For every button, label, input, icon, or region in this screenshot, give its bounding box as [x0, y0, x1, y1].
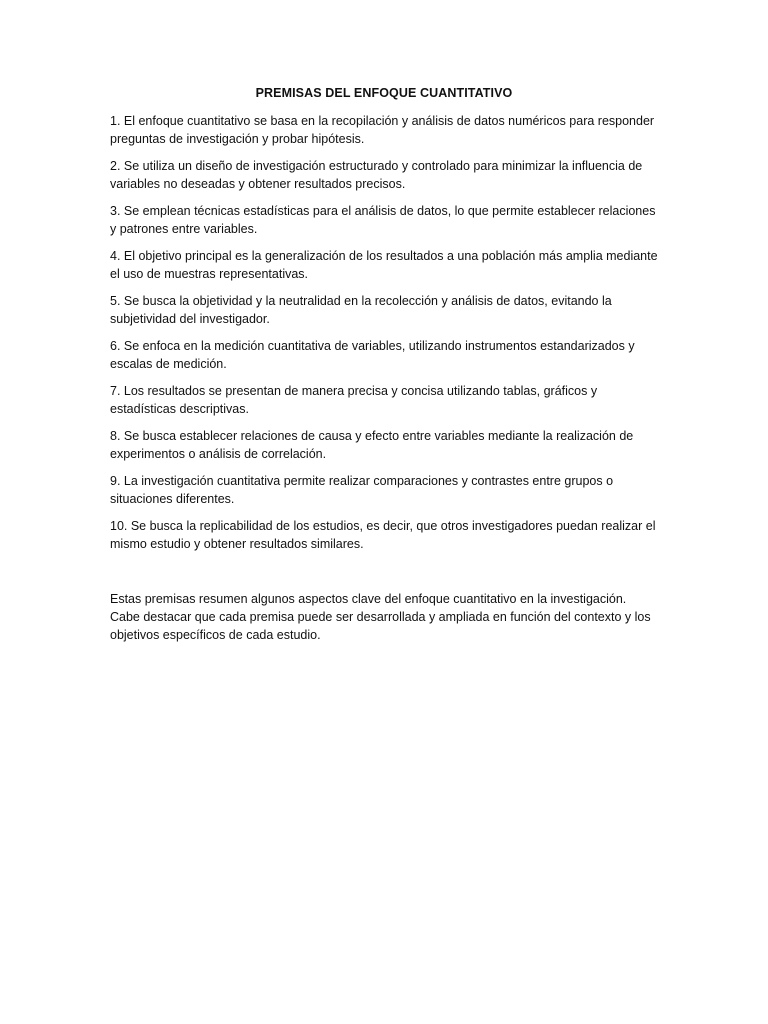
- premise-item: 8. Se busca establecer relaciones de causa y efecto entre variables mediante la realización de experimentos o análisis de correlación.: [110, 429, 634, 461]
- premise-item: 9. La investigación cuantitativa permite realizar comparaciones y contrastes entre grupos o situaciones diferentes.: [110, 474, 614, 506]
- premise-item: 2. Se utiliza un diseño de investigación estructurado y controlado para minimizar la influencia de variables no deseadas y obtener resultados precisos.: [110, 159, 643, 191]
- premise-item: 4. El objetivo principal es la generalización de los resultados a una población más amplia mediante el uso de muestras representativas.: [110, 249, 658, 281]
- premise-item: 7. Los resultados se presentan de manera precisa y concisa utilizando tablas, gráficos y estadísticas descriptivas.: [110, 384, 598, 416]
- premise-list: [110, 112, 658, 562]
- document-title: PREMISAS DEL ENFOQUE CUANTITATIVO: [255, 86, 513, 100]
- premise-item: 1. El enfoque cuantitativo se basa en la recopilación y análisis de datos numéricos para responder preguntas de investigación y probar hipótesis.: [110, 114, 655, 146]
- premise-item: 10. Se busca la replicabilidad de los estudios, es decir, que otros investigadores puedan realizar el mismo estudio y obtener resultados similares.: [110, 519, 656, 551]
- conclusion-paragraph: Estas premisas resumen algunos aspectos clave del enfoque cuantitativo en la investigación. Cabe destacar que cada premisa puede ser desarrollada y ampliada en función del contexto y los objetivos específicos de cada estudio.: [110, 592, 651, 642]
- premise-item: 5. Se busca la objetividad y la neutralidad en la recolección y análisis de datos, evitando la subjetividad del investigador.: [110, 294, 612, 326]
- premise-item: 3. Se emplean técnicas estadísticas para el análisis de datos, lo que permite establecer relaciones y patrones entre variables.: [110, 204, 656, 236]
- conclusion-section: [110, 590, 658, 644]
- premise-item: 6. Se enfoca en la medición cuantitativa de variables, utilizando instrumentos estandarizados y escalas de medición.: [110, 339, 635, 371]
